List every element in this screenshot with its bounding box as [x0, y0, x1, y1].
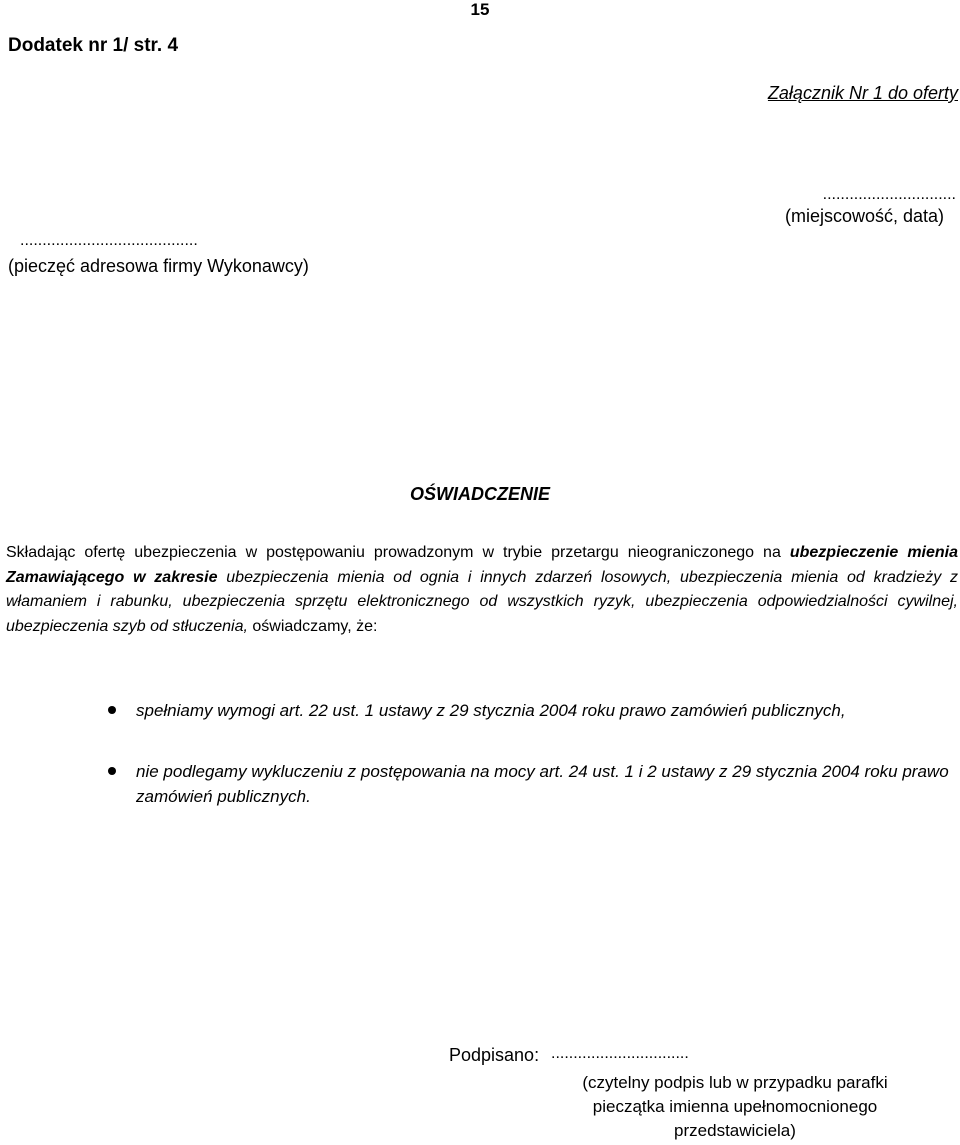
list-item-no-exclusion: nie podlegamy wykluczeniu z postępowania na mocy art. 24 ust. 1 i 2 ustawy z 29 stycznia 2004 roku prawo zamówień publicznych. [136, 762, 949, 806]
statement-title: OŚWIADCZENIE [409, 484, 550, 504]
bullet-icon [108, 767, 116, 775]
bullet-icon [108, 706, 116, 714]
place-date-line: .............................. [822, 186, 956, 203]
place-date-label: (miejscowość, data) [784, 206, 944, 226]
page-number: 15 [470, 0, 490, 19]
signed-label: Podpisano: [449, 1045, 540, 1065]
signature-line: ............................... [551, 1045, 689, 1062]
annex-title: Załącznik Nr 1 do oferty [767, 83, 958, 103]
stamp-label: (pieczęć adresowa firmy Wykonawcy) [8, 256, 309, 276]
intro-text-declaration: oświadczamy, że: [247, 617, 378, 635]
intro-text-plain: Składając ofertę ubezpieczenia w postępowaniu prowadzonym w trybie przetargu nieograniczonego na [6, 544, 790, 561]
signature-caption-line-1: (czytelny podpis lub w przypadku parafki [582, 1073, 888, 1092]
stamp-line: ........................................ [20, 232, 198, 249]
intro-paragraph [6, 541, 958, 639]
intro-text-bold-italic: ubezpieczenie mienia Zamawiającego w zakresie [6, 544, 959, 586]
list-item-requirements: spełniamy wymogi art. 22 ust. 1 ustawy z 29 stycznia 2004 roku prawo zamówień publicznych, [136, 701, 846, 720]
document-reference: Dodatek nr 1/ str. 4 [8, 35, 179, 56]
intro-text-italic: ubezpieczenia mienia od ognia i innych zdarzeń losowych, ubezpieczenia mienia od kradzieży z włamaniem i rabunku, ubezpieczenia sprzętu elektronicznego od wszystkich ryzyk, ubezpieczenia odpowiedzialności cywilnej, ubezpieczenia szyb od stłuczenia, [6, 568, 958, 635]
signature-caption-line-2: pieczątka imienna upełnomocnionego [592, 1097, 878, 1116]
signature-caption [540, 1071, 930, 1143]
signature-caption-line-3: przedstawiciela) [674, 1121, 796, 1140]
